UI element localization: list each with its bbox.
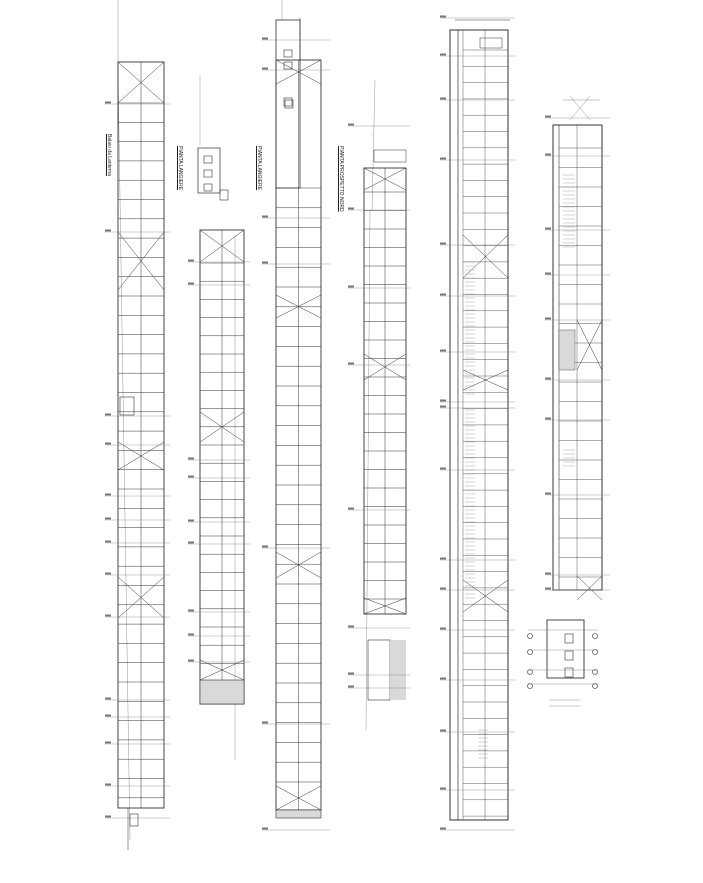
e2-level-tag	[188, 458, 194, 460]
detail-outline	[547, 620, 584, 678]
e5-level-tag	[440, 406, 446, 408]
e5-level-tag	[440, 54, 446, 56]
e5-level-tag	[440, 788, 446, 790]
e3-level-tag	[262, 216, 268, 218]
e1-level-tag	[105, 784, 111, 786]
e5-level-tag	[440, 558, 446, 560]
e3-level-tag	[262, 722, 268, 724]
e3-window	[284, 50, 292, 57]
e1-slope-line	[118, 70, 130, 840]
e1-level-tag	[105, 742, 111, 744]
elevation-4-title: PIANTA PROSPETTO NORD	[338, 146, 344, 212]
e1-level-tag	[105, 615, 111, 617]
detail-grid-bubble	[593, 634, 598, 639]
e3-level-tag	[262, 38, 268, 40]
e1-level-tag	[105, 494, 111, 496]
e2-level-tag	[188, 542, 194, 544]
e3-level-tag	[262, 68, 268, 70]
e4-ground-line	[372, 80, 375, 210]
e6-level-tag	[545, 588, 551, 590]
e2-window	[204, 184, 212, 191]
e6-level-tag	[545, 154, 551, 156]
e5-level-tag	[440, 400, 446, 402]
e4-level-tag	[348, 686, 354, 688]
e1-level-tag	[105, 230, 111, 232]
e5-level-tag	[440, 628, 446, 630]
e5-level-tag	[440, 243, 446, 245]
e4-level-tag	[348, 626, 354, 628]
e6-level-tag	[545, 228, 551, 230]
e5-level-tag	[440, 350, 446, 352]
e3-base-fill	[276, 810, 321, 818]
e5-level-tag	[440, 730, 446, 732]
detail-window	[565, 634, 573, 643]
e2-level-tag	[188, 634, 194, 636]
e2-window	[204, 156, 212, 163]
e4-level-tag	[348, 208, 354, 210]
e5-level-tag	[440, 468, 446, 470]
e1-level-tag	[105, 573, 111, 575]
e2-stair	[220, 190, 228, 200]
e4-parapet	[374, 150, 406, 162]
e6-level-tag	[545, 273, 551, 275]
e3-level-tag	[262, 828, 268, 830]
e5-top-detail	[480, 38, 502, 48]
e1-level-tag	[105, 541, 111, 543]
e6-level-tag	[545, 573, 551, 575]
e4-base-fill	[390, 640, 406, 700]
e5-level-tag	[440, 678, 446, 680]
e4-level-tag	[348, 673, 354, 675]
e1-door	[120, 397, 134, 415]
e2-level-tag	[188, 476, 194, 478]
e6-level-tag	[545, 378, 551, 380]
e3-level-tag	[262, 546, 268, 548]
e1-level-tag	[105, 698, 111, 700]
e5-level-tag	[440, 16, 446, 18]
e4-level-tag	[348, 286, 354, 288]
e5-level-tag	[440, 588, 446, 590]
e1-level-tag	[105, 816, 111, 818]
e2-level-tag	[188, 283, 194, 285]
e6-hatched-panel	[559, 330, 575, 370]
detail-grid-bubble	[528, 634, 533, 639]
e1-level-tag	[105, 443, 111, 445]
elevation-2-title: PIANTA LANGIERE	[177, 146, 183, 191]
elevation-1-title: Balaio da Lanterna	[106, 134, 112, 176]
e2-level-tag	[188, 520, 194, 522]
e3-tower	[276, 20, 300, 188]
e4-level-tag	[348, 508, 354, 510]
e2-window	[204, 170, 212, 177]
detail-window	[565, 651, 573, 660]
e5-level-tag	[440, 828, 446, 830]
e6-level-tag	[545, 418, 551, 420]
detail-grid-bubble	[593, 684, 598, 689]
e4-base-block	[368, 640, 390, 700]
e6-level-tag	[545, 318, 551, 320]
detail-window	[565, 668, 573, 677]
detail-grid-bubble	[528, 684, 533, 689]
e2-base-fill	[200, 680, 244, 704]
e6-level-tag	[545, 493, 551, 495]
e1-level-tag	[105, 518, 111, 520]
e5-level-tag	[440, 158, 446, 160]
e4-level-tag	[348, 363, 354, 365]
detail-grid-bubble	[528, 670, 533, 675]
e2-tower	[198, 148, 220, 193]
e2-level-tag	[188, 260, 194, 262]
e1-level-tag	[105, 715, 111, 717]
e4-level-tag	[348, 124, 354, 126]
e1-level-tag	[105, 414, 111, 416]
e2-level-tag	[188, 660, 194, 662]
e5-level-tag	[440, 294, 446, 296]
elevation-3-title: PIANTA LANGIERE	[256, 146, 262, 191]
e1-base-block	[130, 814, 138, 826]
detail-grid-bubble	[593, 670, 598, 675]
e1-level-tag	[105, 102, 111, 104]
e5-level-tag	[440, 98, 446, 100]
detail-grid-bubble	[593, 650, 598, 655]
detail-grid-bubble	[528, 650, 533, 655]
e2-level-tag	[188, 610, 194, 612]
e3-level-tag	[262, 262, 268, 264]
e6-level-tag	[545, 116, 551, 118]
